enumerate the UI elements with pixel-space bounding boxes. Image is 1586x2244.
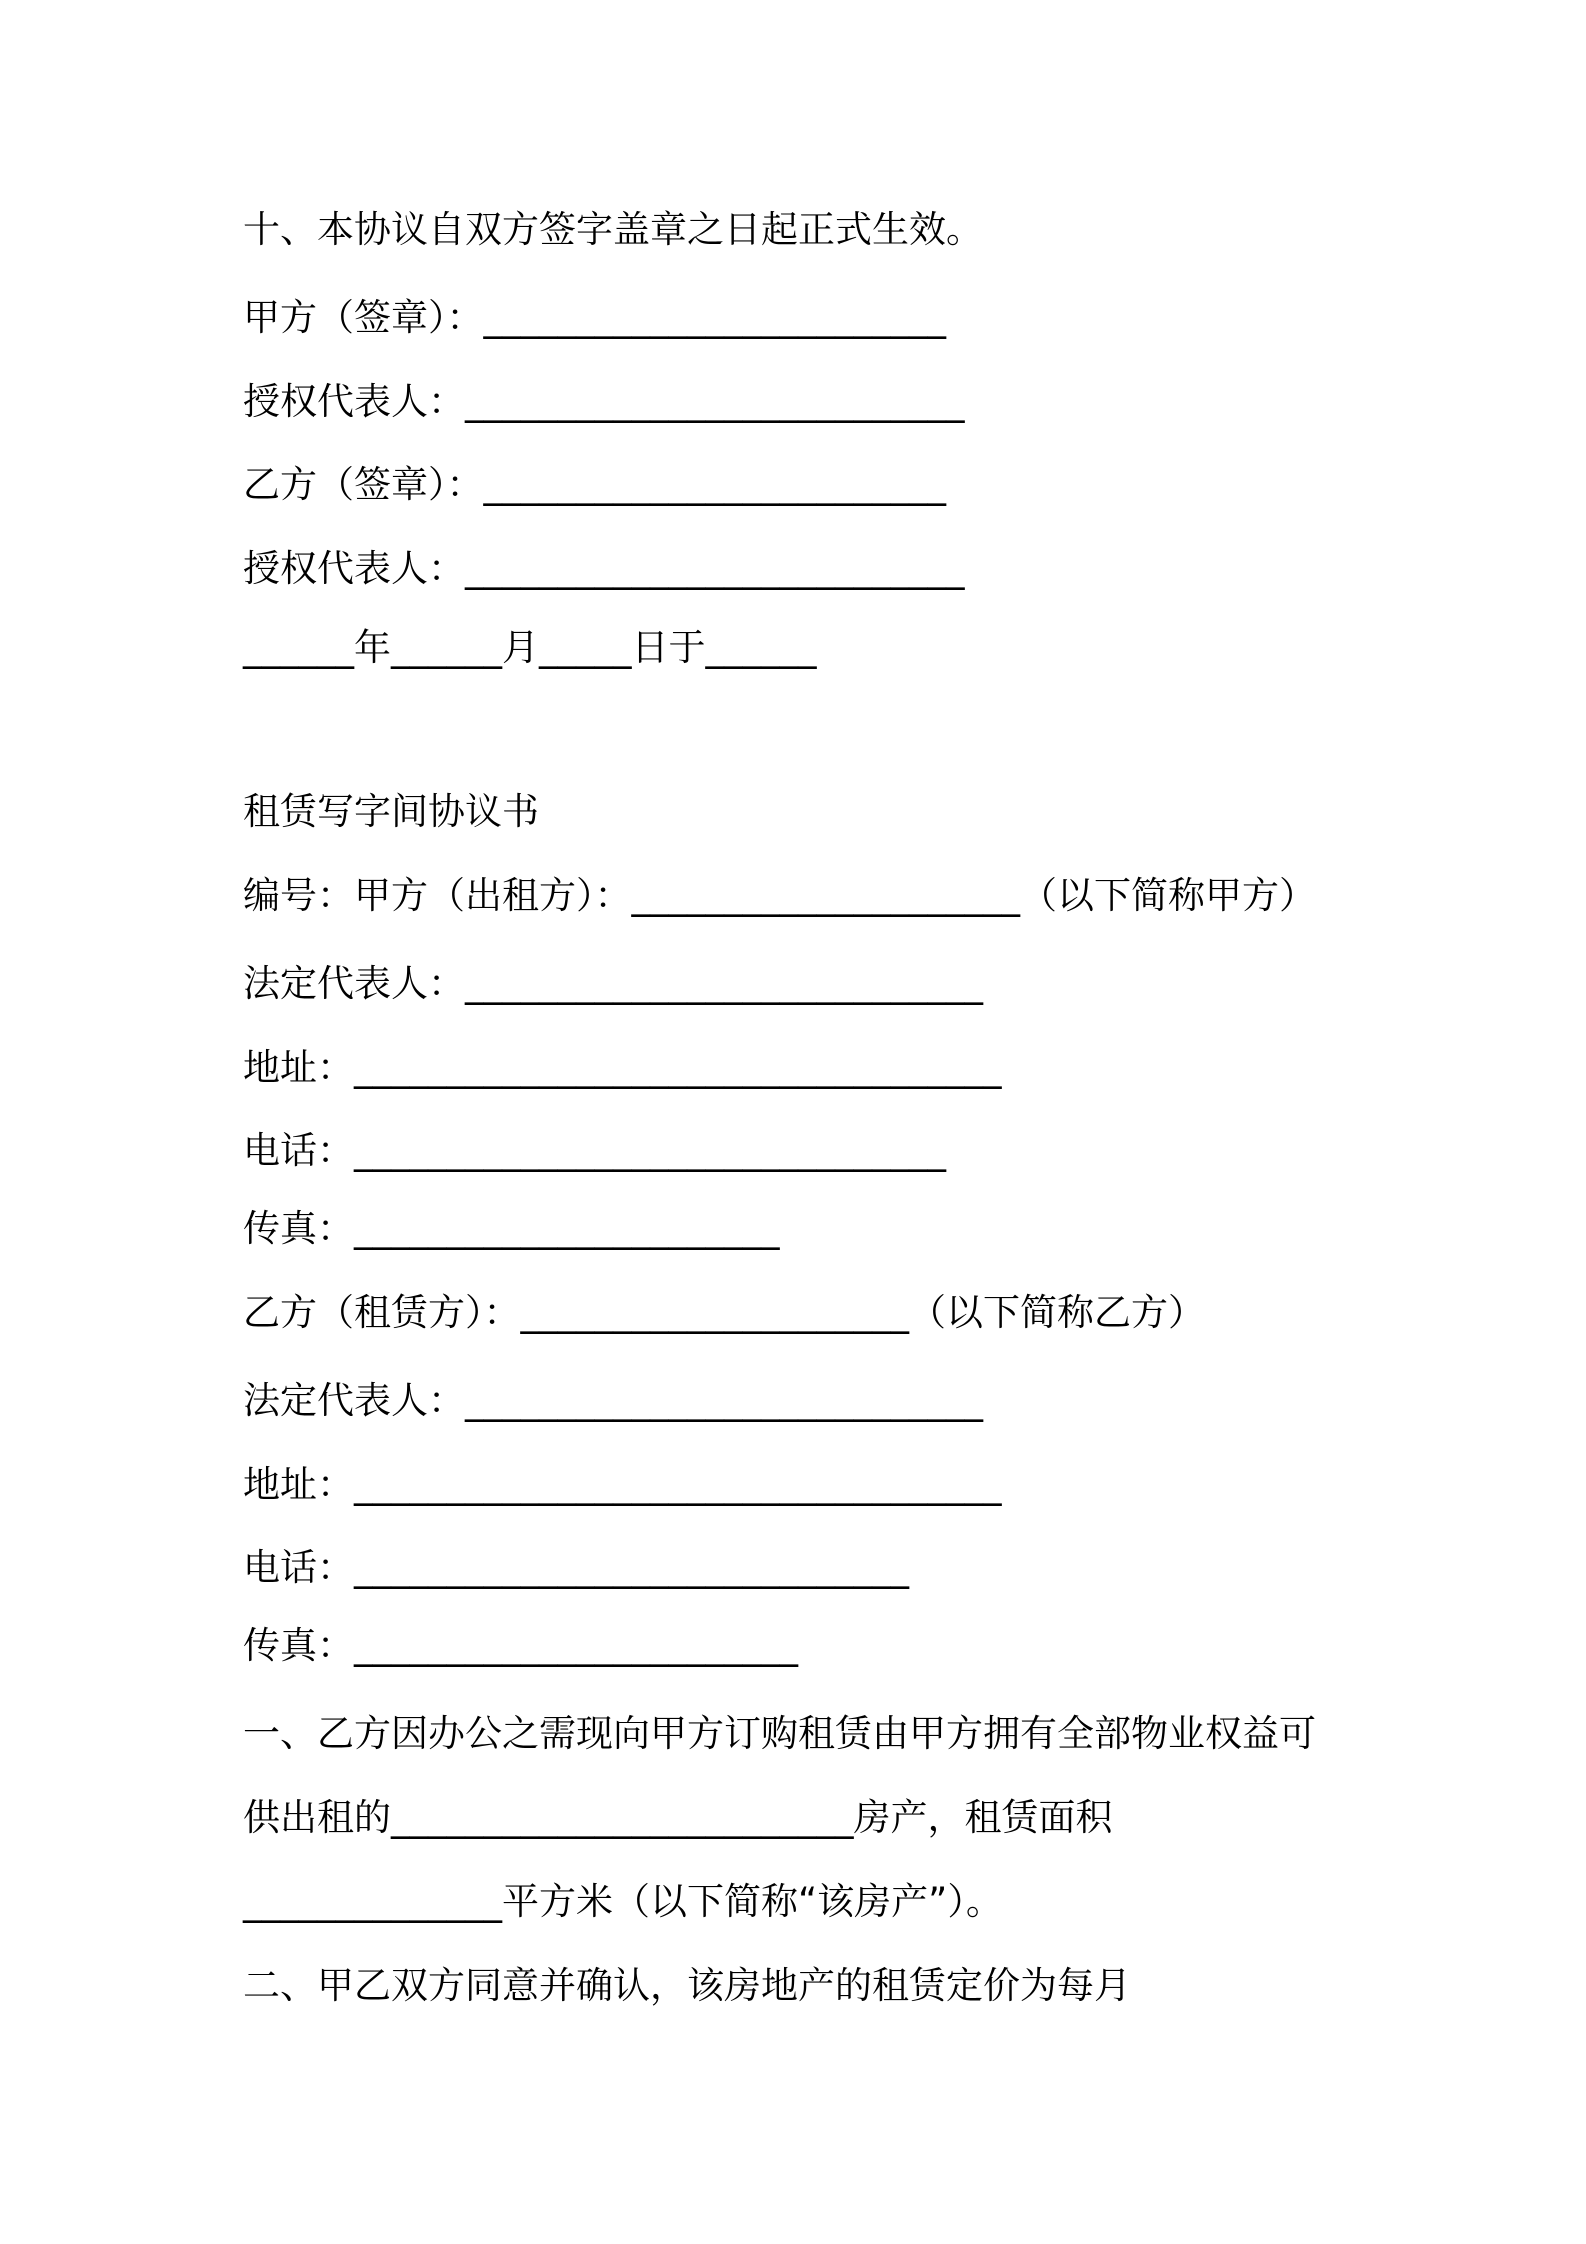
lessor-legal-rep-line: 法定代表人：____________________________	[243, 962, 983, 1005]
party-b-signature-line: 乙方（签章）：_________________________	[243, 463, 946, 506]
clause-1-line-1: 一、乙方因办公之需现向甲方订购租赁由甲方拥有全部物业权益可	[243, 1712, 1316, 1755]
lessee-line: 乙方（租赁方）：_____________________（以下简称乙方）	[243, 1291, 1205, 1334]
lessee-fax-line: 传真：________________________	[243, 1624, 798, 1667]
lessor-fax-line: 传真：_______________________	[243, 1207, 780, 1250]
party-a-representative-line: 授权代表人：___________________________	[243, 380, 965, 423]
clause-2-line-1: 二、甲乙双方同意并确认，该房地产的租赁定价为每月	[243, 1964, 1131, 2007]
party-a-signature-line: 甲方（签章）：_________________________	[243, 296, 946, 339]
document-title: 租赁写字间协议书	[243, 790, 539, 833]
lessor-address-line: 地址：___________________________________	[243, 1046, 1002, 1089]
clause-1-line-2: 供出租的_________________________房产，租赁面积	[243, 1796, 1113, 1839]
lessee-address-line: 地址：___________________________________	[243, 1463, 1002, 1506]
lessee-phone-line: 电话：______________________________	[243, 1546, 909, 1589]
party-b-representative-line: 授权代表人：___________________________	[243, 547, 965, 590]
lessor-phone-line: 电话：________________________________	[243, 1129, 946, 1172]
lessor-line: 编号：甲方（出租方）：_____________________（以下简称甲方）	[243, 874, 1316, 917]
lessee-legal-rep-line: 法定代表人：____________________________	[243, 1379, 983, 1422]
date-place-line: ______年______月_____日于______	[243, 626, 817, 669]
clause-10-effective: 十、本协议自双方签字盖章之日起正式生效。	[243, 208, 983, 251]
clause-1-line-3: ______________平方米（以下简称“该房产”）。	[243, 1880, 1003, 1923]
